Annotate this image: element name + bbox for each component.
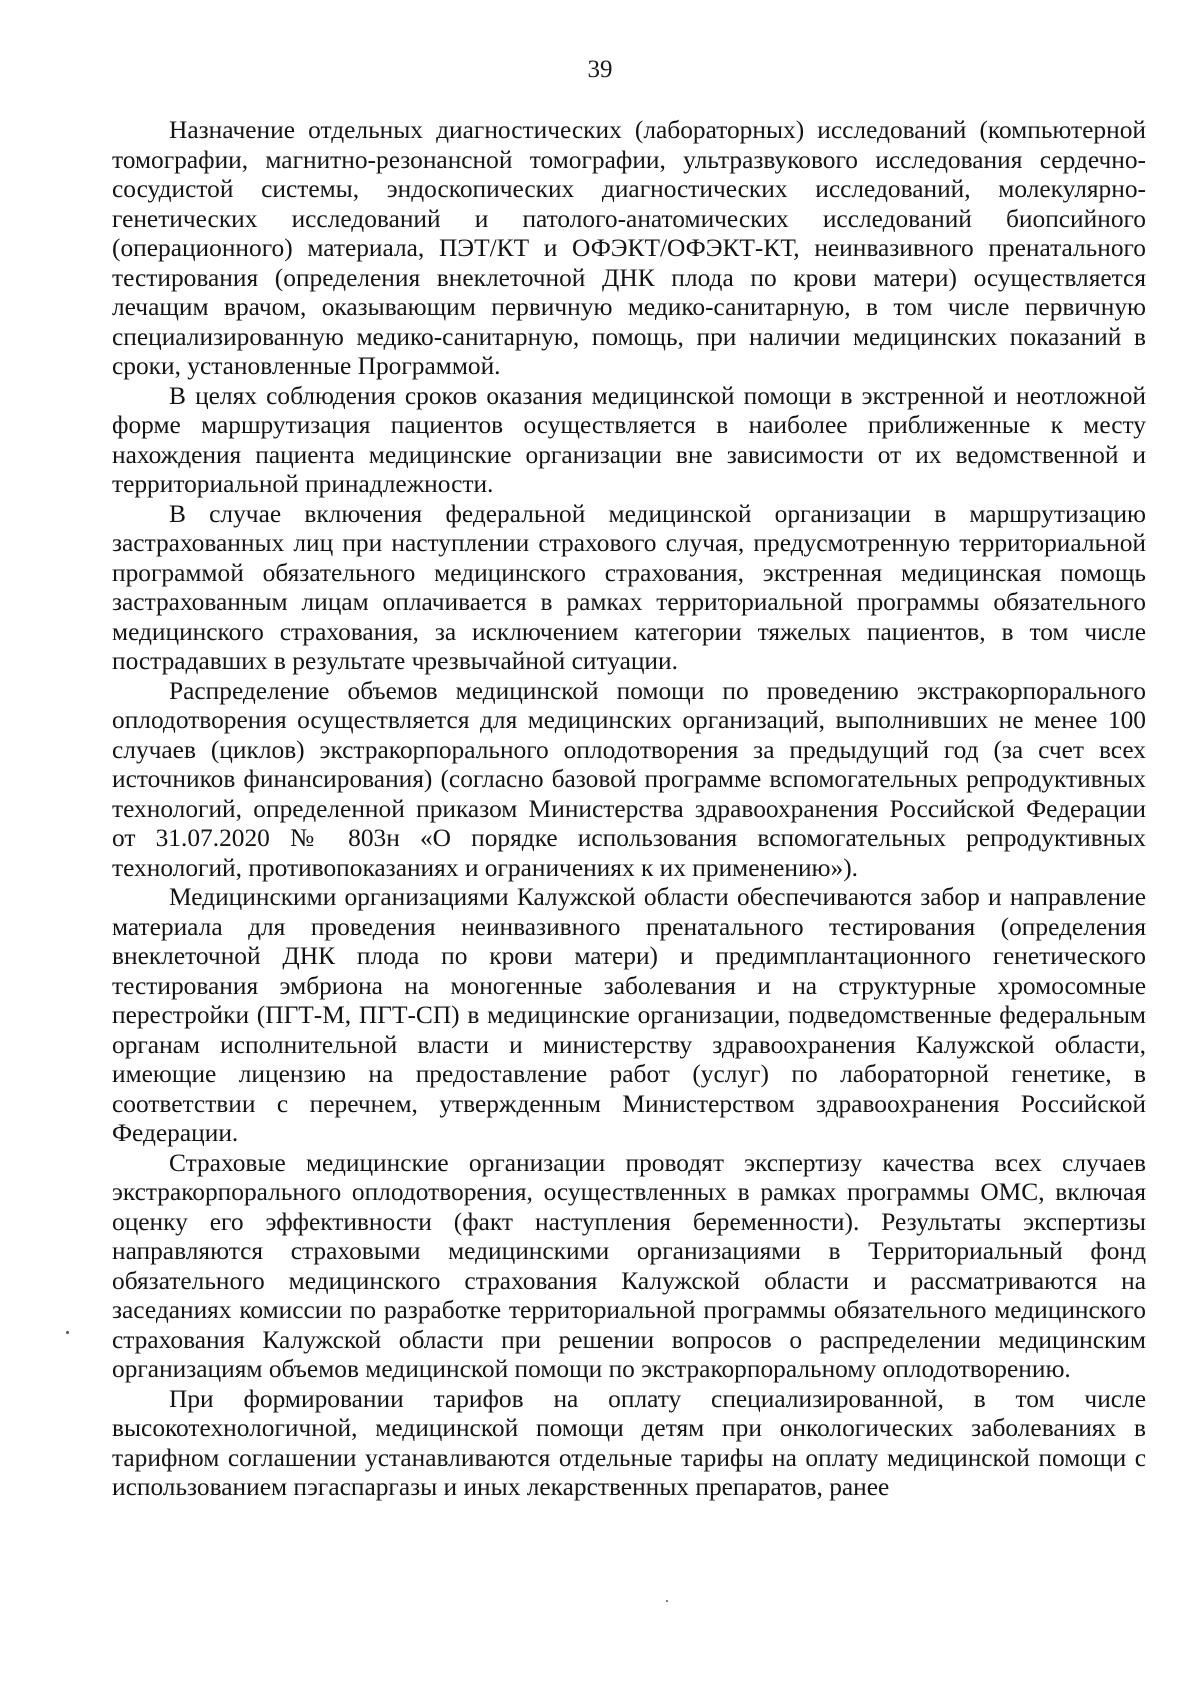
scan-speck xyxy=(66,1331,69,1334)
paragraph-insurance-expertise: Страховые медицинские организации проводят экспертизу качества всех случаев экстракорпорального оплодотворения, осуществленных в рамках программы ОМС, включая оценку его эффективности (факт наступления беременности). Результаты экспертизы направляются страховыми медицинскими организациями в Территориальный фонд обязательного медицинского страхования Калужской области и рассматриваются на заседаниях комиссии по разработке территориальной программы обязательного медицинского страхования Калужской области при решении вопросов о распределении медицинским организациям объемов медицинской помощи по экстракорпоральному оплодотворению. xyxy=(112,1148,1146,1383)
paragraph-emergency-routing: В целях соблюдения сроков оказания медицинской помощи в экстренной и неотложной форме маршрутизация пациентов осуществляется в наиболее приближенные к месту нахождения пациента медицинские организации вне зависимости от их ведомственной и территориальной принадлежности. xyxy=(112,381,1146,498)
scan-speck xyxy=(666,1600,668,1602)
document-body xyxy=(112,116,1146,1503)
paragraph-genetic-testing: Медицинскими организациями Калужской области обеспечиваются забор и направление материала для проведения неинвазивного пренатального тестирования (определения внеклеточной ДНК плода по крови матери) и предимплантационного генетического тестирования эмбриона на моногенные заболевания и на структурные хромосомные перестройки (ПГТ-М, ПГТ-СП) в медицинские организации, подведомственные федеральным органам исполнительной власти и министерству здравоохранения Калужской области, имеющие лицензию на предоставление работ (услуг) по лабораторной генетике, в соответствии с перечнем, утвержденным Министерством здравоохранения Российской Федерации. xyxy=(112,883,1146,1147)
page-number: 39 xyxy=(587,56,613,83)
paragraph-tariffs-children: При формировании тарифов на оплату специализированной, в том числе высокотехнологичной, медицинской помощи детям при онкологических заболеваниях в тарифном соглашении устанавливаются отдельные тарифы на оплату медицинской помощи с использованием пэгаспаргазы и иных лекарственных препаратов, ранее xyxy=(112,1384,1146,1501)
paragraph-ivf-volumes: Распределение объемов медицинской помощи по проведению экстракорпорального оплодотворения осуществляется для медицинских организаций, выполнивших не менее 100 случаев (циклов) экстракорпорального оплодотворения за предыдущий год (за счет всех источников финансирования) (согласно базовой программе вспомогательных репродуктивных технологий, определенной приказом Министерства здравоохранения Российской Федерации от 31.07.2020 № 803н «О порядке использования вспомогательных репродуктивных технологий, противопоказаниях и ограничениях к их применению»). xyxy=(112,676,1146,882)
paragraph-diagnostic-assignment: Назначение отдельных диагностических (лабораторных) исследований (компьютерной томографии, магнитно-резонансной томографии, ультразвукового исследования сердечно-сосудистой системы, эндоскопических диагностических исследований, молекулярно-генетических исследований и патолого-анатомических исследований биопсийного (операционного) материала, ПЭТ/КТ и ОФЭКТ/ОФЭКТ-КТ, неинвазивного пренатального тестирования (определения внеклеточной ДНК плода по крови матери) осуществляется лечащим врачом, оказывающим первичную медико-санитарную, в том числе первичную специализированную медико-санитарную, помощь, при наличии медицинских показаний в сроки, установленные Программой. xyxy=(112,116,1146,380)
paragraph-federal-organization: В случае включения федеральной медицинской организации в маршрутизацию застрахованных лиц при наступлении страхового случая, предусмотренную территориальной программой обязательного медицинского страхования, экстренная медицинская помощь застрахованным лицам оплачивается в рамках территориальной программы обязательного медицинского страхования, за исключением категории тяжелых пациентов, в том числе пострадавших в результате чрезвычайной ситуации. xyxy=(112,499,1146,675)
